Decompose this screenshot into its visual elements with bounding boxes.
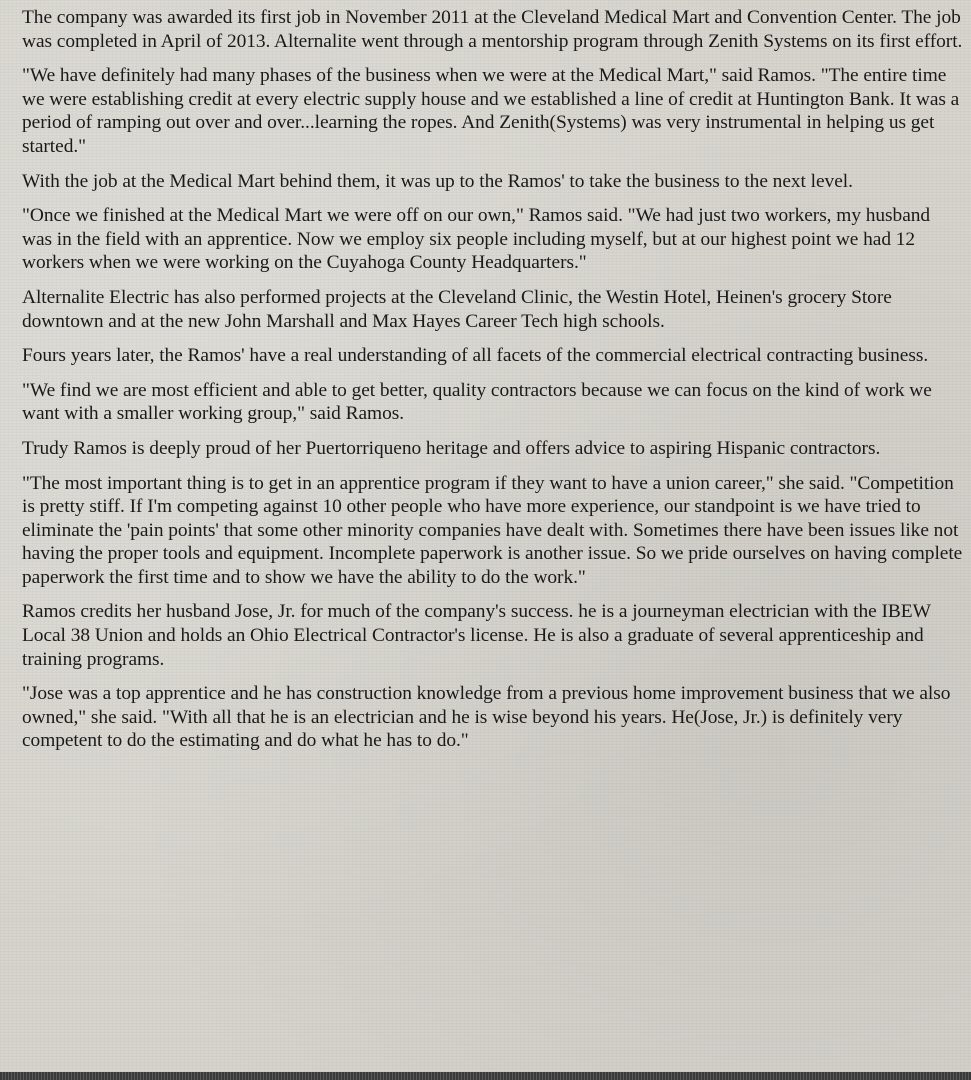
article-paragraph: "We have definitely had many phases of the business when we were at the Medical Mart," said Ramos. "The entire time we were establishing credit at every electric supply house and we established a line of credit at Huntington Bank. It was a period of ramping out over and over...learning the ropes. And Zenith(Systems) was very instrumental in helping us get started." xyxy=(22,65,960,157)
article-paragraph: "Jose was a top apprentice and he has construction knowledge from a previous home improvement business that we also owned," she said. "With all that he is an electrician and he is wise beyond his years. He(Jose, Jr.) is definitely very competent to do the estimating and do what he has to do." xyxy=(22,683,951,752)
article-paragraph: Trudy Ramos is deeply proud of her Puertorriqueno heritage and offers advice to aspiring Hispanic contractors. xyxy=(22,437,881,459)
article-paragraph: The company was awarded its first job in November 2011 at the Cleveland Medical Mart and Convention Center. The job was completed in April of 2013. Alternalite went through a mentorship program through Zenith Systems on its first effort. xyxy=(22,7,963,52)
article-paragraph: Fours years later, the Ramos' have a real understanding of all facets of the commercial electrical contracting business. xyxy=(22,345,929,367)
article-paragraph: "Once we finished at the Medical Mart we were off on our own," Ramos said. "We had just two workers, my husband was in the field with an apprentice. Now we employ six people including myself, but at our highest point we had 12 workers when we were working on the Cuyahoga County Headquarters." xyxy=(22,205,931,274)
article-paragraph: "We find we are most efficient and able to get better, quality contractors because we can focus on the kind of work we want with a smaller working group," said Ramos. xyxy=(22,379,932,425)
article-body xyxy=(22,6,964,764)
article-paragraph: Ramos credits her husband Jose, Jr. for much of the company's success. he is a journeyman electrician with the IBEW Local 38 Union and holds an Ohio Electrical Contractor's license. He is also a graduate of several apprenticeship and training programs. xyxy=(22,601,931,670)
article-paragraph: With the job at the Medical Mart behind them, it was up to the Ramos' to take the business to the next level. xyxy=(22,170,853,192)
article-paragraph: "The most important thing is to get in an apprentice program if they want to have a union career," she said. "Competition is pretty stiff. If I'm competing against 10 other people who have more experience, our standpoint is we have tried to eliminate the 'pain points' that some other minority companies have dealt with. Sometimes there have been issues like not having the proper tools and equipment. Incomplete paperwork is another issue. So we pride ourselves on having complete paperwork the first time and to show we have the ability to do the work." xyxy=(22,472,963,588)
bottom-border-rule xyxy=(0,1072,971,1080)
article-paragraph: Alternalite Electric has also performed projects at the Cleveland Clinic, the Westin Hotel, Heinen's grocery Store downtown and at the new John Marshall and Max Hayes Career Tech high schools. xyxy=(22,286,892,332)
